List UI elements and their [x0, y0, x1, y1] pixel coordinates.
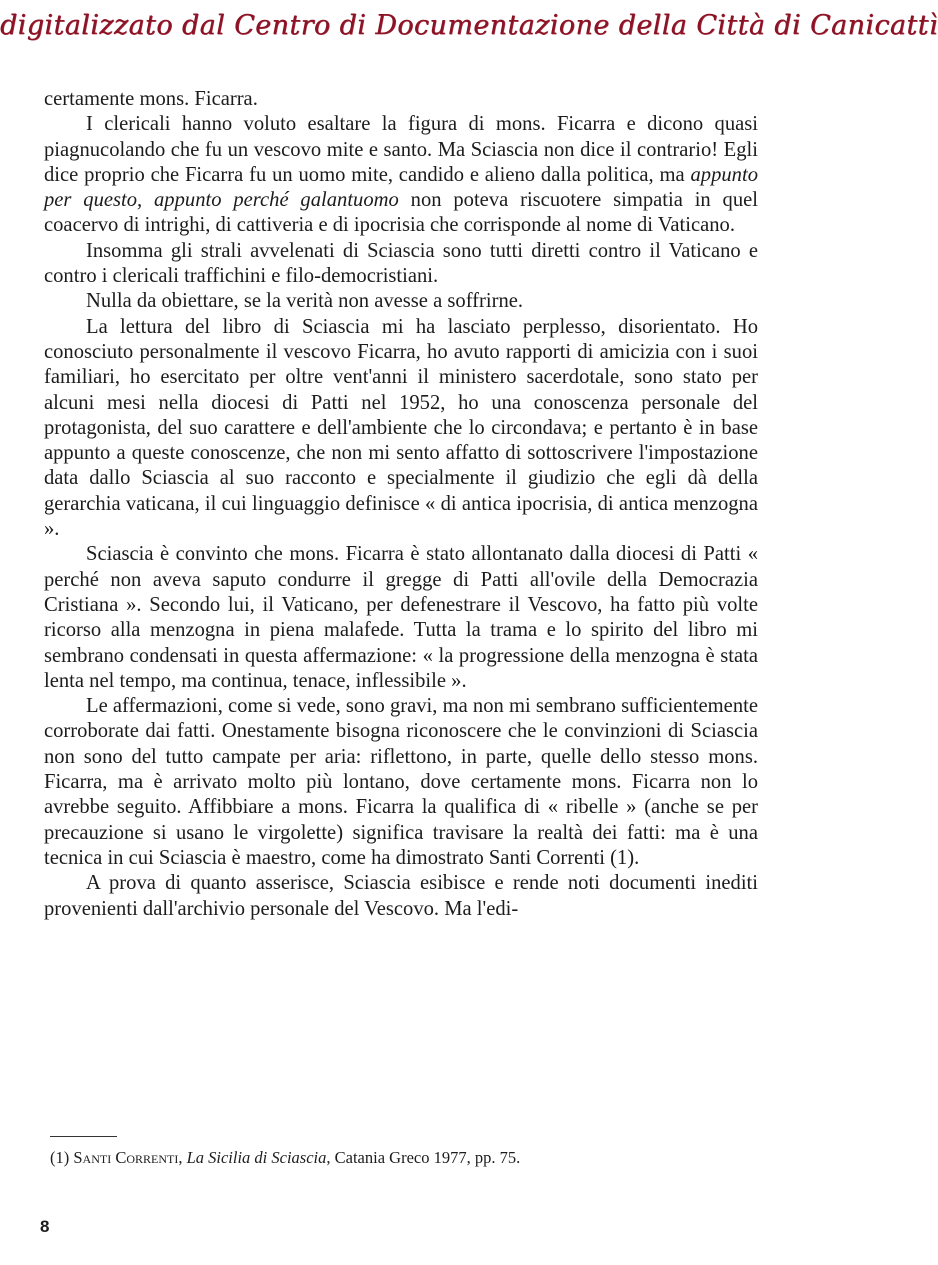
page-number: 8 [40, 1217, 50, 1236]
footnote-marker: (1) [50, 1148, 70, 1167]
text-run: Nulla da obiettare, se la verità non avesse a soffrirne. [86, 290, 524, 313]
paragraph [44, 315, 758, 543]
text-run: I clericali hanno voluto esaltare la figura di mons. Ficarra e dicono quasi piagnucolando che fu un vescovo mite e santo. Ma Sciascia non dice il contrario! Egli dice proprio che Ficarra fu un uomo mite, candido e alieno dalla politica, ma [44, 113, 758, 186]
footnote: (1) Santi Correnti, La Sicilia di Sciascia, Catania Greco 1977, pp. 75. [50, 1148, 521, 1167]
text-run: non poteva riscuotere simpatia in quel coacervo di intrighi, di cattiveria e di ipocrisia che corrisponde al nome di Vaticano. [44, 189, 758, 237]
paragraph [44, 694, 758, 871]
digitization-watermark: digitalizzato dal Centro di Documentazione della Città di Canicattì [0, 10, 938, 41]
text-run: certamente mons. Ficarra. [44, 88, 258, 110]
text-run: A prova di quanto asserisce, Sciascia esibisce e rende noti documenti inediti provenienti dall'archivio personale del Vescovo. Ma l'edi- [44, 872, 758, 920]
footnote-author: Santi Correnti [73, 1148, 179, 1167]
paragraph [44, 112, 758, 238]
text-run: Le affermazioni, come si vede, sono gravi, ma non mi sembrano sufficientemente corroborate dai fatti. Onestamente bisogna riconoscere che le convinzioni di Sciascia non sono del tutto campate per aria: riflettono, in parte, quelle dello stesso mons. Ficarra, ma è arrivato molto più lontano, dove certamente mons. Ficarra non lo avrebbe seguito. Affibbiare a mons. Ficarra la qualifica di « ribelle » (anche se per precauzione si usano le virgolette) significa travisare la realtà dei fatti: ma è una tecnica in cui Sciascia è maestro, come ha dimostrato Santi Correnti (1). [44, 695, 758, 869]
footnote-publication: , Catania Greco 1977, pp. 75. [326, 1148, 521, 1167]
footnote-title: La Sicilia di Sciascia [186, 1148, 327, 1167]
paragraph [44, 239, 758, 290]
text-run: La lettura del libro di Sciascia mi ha lasciato perplesso, disorientato. Ho conosciuto personalmente il vescovo Ficarra, ho avuto rapporti di amicizia con i suoi familiari, ho esercitato per oltre vent'anni il ministero sacerdotale, sono stato per alcuni mesi nella diocesi di Patti nel 1952, ho una conoscenza personale del protagonista, del suo carattere e dell'ambiente che lo circondava; e pertanto è in base appunto a queste conoscenze, che non mi sento affatto di sottoscrivere l'impostazione data dallo Sciascia al suo racconto e specialmente il giudizio che egli dà della gerarchia vaticana, il cui linguaggio definisce « di antica ipocrisia, di antica menzogna ». [44, 315, 758, 541]
paragraph [44, 289, 758, 314]
body-text [44, 87, 758, 922]
paragraph [44, 542, 758, 694]
paragraph [44, 87, 758, 112]
paragraph [44, 871, 758, 922]
italic-phrase: appunto per questo, appunto perché galantuomo [44, 163, 758, 212]
text-run: Insomma gli strali avvelenati di Sciascia sono tutti diretti contro il Vaticano e contro i clericali traffichini e filo-democristiani. [44, 239, 758, 288]
footnote-separator [50, 1136, 117, 1137]
text-run: Sciascia è convinto che mons. Ficarra è stato allontanato dalla diocesi di Patti « perché non aveva saputo condurre il gregge di Patti all'ovile della Democrazia Cristiana ». Secondo lui, il Vaticano, per defenestrare il Vescovo, ha fatto più volte ricorso alla menzogna in piena malafede. Tutta la trama e lo spirito del libro mi sembrano condensati in questa affermazione: « la progressione della menzogna è stata lenta nel tempo, ma continua, tenace, inflessibile ». [44, 543, 758, 692]
